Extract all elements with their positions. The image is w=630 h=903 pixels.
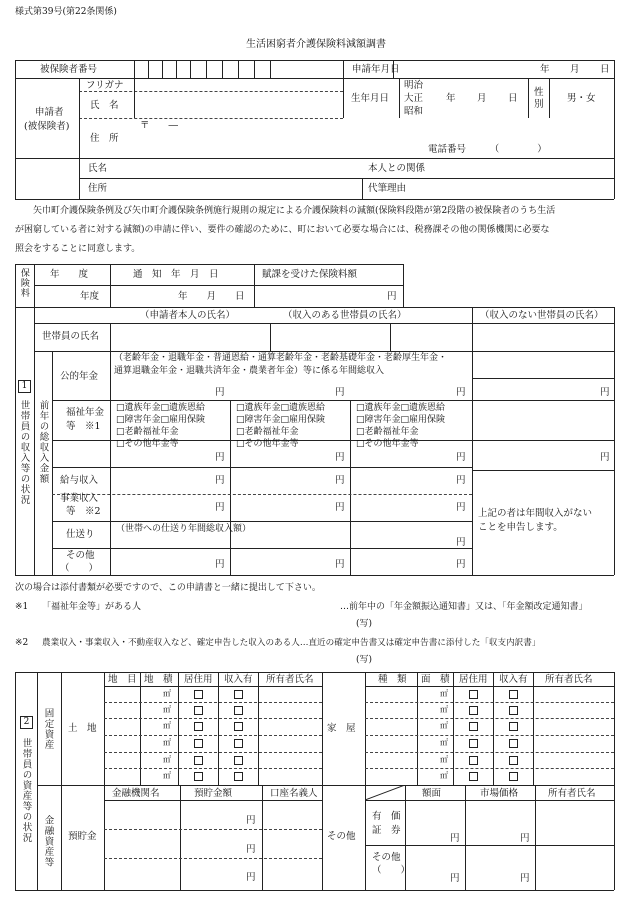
public-pension-note-1: （老齢年金・退職年金・普通恩給・通算老齢年金・老齢基礎年金・老齢厚生年金・ [114,353,448,363]
yen-unit: 円 [335,452,345,463]
sqm-unit: ㎡ [163,771,171,780]
securities-label-1: 有 価 [372,811,401,822]
sqm-unit: ㎡ [440,771,448,780]
income-checkbox[interactable] [509,690,518,699]
no-income-declaration-1: 上記の者は年間収入がない [478,508,593,519]
note-1-text: 「福祉年金等」がある人 [42,602,142,612]
yen-unit: 円 [456,559,466,570]
yen-unit: 円 [215,475,225,486]
page-title: 生活困窮者介護保険料減額調書 [246,39,386,50]
consent-line-3: 照会をすることに同意します。 [15,244,141,254]
financial-assets-label: 金融資産等 [42,815,54,868]
income-checkbox[interactable] [234,739,243,748]
birth-year-unit: 年 [446,93,456,104]
welfare-option: □遺族年金□遺族恩給 [236,403,326,413]
sqm-unit: ㎡ [163,689,171,698]
representative-name-label: 氏名 [88,163,108,174]
welfare-option: □その他年金等 [236,439,299,449]
birth-day-unit: 日 [508,93,518,104]
residential-checkbox[interactable] [469,772,478,781]
assets-section-number: 2 [20,716,33,729]
yen-unit: 円 [456,475,466,486]
house-col-area: 面 積 [421,674,450,685]
bank-col-amount: 預貯金額 [194,788,233,799]
yen-unit: 円 [456,387,466,398]
yen-unit: 円 [246,844,256,855]
yen-unit: 円 [335,475,345,486]
premium-side-label: 保険料 [18,268,29,298]
yen-unit: 円 [456,452,466,463]
sqm-unit: ㎡ [163,721,171,730]
sqm-unit: ㎡ [163,705,171,714]
era-meiji: 明治 [404,80,424,91]
welfare-option: □遺族年金□遺族恩給 [356,403,446,413]
land-col-owner: 所有者氏名 [266,674,314,685]
gender-options: 男・女 [567,93,596,104]
residential-checkbox[interactable] [194,706,203,715]
yen-unit: 円 [450,873,460,884]
other-assets-label: その他 [327,831,356,842]
securities-col-face-value: 額面 [422,788,442,799]
no-income-declaration-2: ことを申告します。 [478,522,563,533]
land-col-category: 地 目 [108,674,137,685]
income-checkbox[interactable] [234,722,243,731]
remittance-note: （世帯への仕送り年間総収入額） [116,524,252,534]
yen-unit: 円 [600,387,610,398]
land-col-area: 地 積 [144,674,173,685]
securities-col-market-price: 市場価格 [480,788,519,799]
sqm-unit: ㎡ [440,689,448,698]
era-showa: 昭和 [404,106,424,117]
member-name-label: 世帯員の氏名 [42,331,100,342]
applicant-label: 申請者 [35,107,64,118]
col-applicant-name: （申請者本人の氏名） [140,310,236,321]
income-checkbox[interactable] [509,706,518,715]
birth-month-unit: 月 [477,93,487,104]
income-checkbox[interactable] [234,706,243,715]
securities-col-owner: 所有者氏名 [548,788,596,799]
income-checkbox[interactable] [509,756,518,765]
consent-line-2: が困窮している者に対する減額)の申請に伴い、要件の確認のために、町において必要な場合には、税務課その他の関係機関に必要な [15,225,550,235]
residential-checkbox[interactable] [469,739,478,748]
yen-unit: 円 [246,872,256,883]
house-col-owner: 所有者氏名 [545,674,593,685]
yen-unit: 円 [215,452,225,463]
apply-date-label: 申請年月日 [352,64,400,75]
sqm-unit: ㎡ [163,755,171,764]
sqm-unit: ㎡ [440,705,448,714]
note-1-document: …前年中の「年金額振込通知書」又は、「年金額改定通知書」 [340,602,588,612]
yen-unit: 円 [215,387,225,398]
fiscal-year-unit: 年度 [80,291,100,302]
name-label: 氏 名 [90,100,119,111]
business-income-label-1: 事業収入 [60,493,99,504]
residential-checkbox[interactable] [194,772,203,781]
welfare-pension-label-1: 福祉年金 [66,407,105,418]
house-col-residential: 居住用 [459,674,488,685]
col-earner-name: （収入のある世帯員の氏名） [283,310,407,321]
yen-unit: 円 [456,502,466,513]
fixed-assets-label: 固定資産 [42,708,54,750]
levied-premium-label: 賦課を受けた保険料額 [262,269,358,280]
residential-checkbox[interactable] [469,690,478,699]
apply-day-unit: 日 [600,64,610,75]
welfare-option: □障害年金□雇用保険 [356,415,446,425]
yen-unit: 円 [600,452,610,463]
note-1-mark: ※1 [15,602,29,612]
yen-unit: 円 [450,833,460,844]
land-label: 土 地 [68,723,97,734]
other-income-label-2: （ ） [60,563,99,574]
sqm-unit: ㎡ [163,738,171,747]
income-section-number: 1 [18,380,31,393]
savings-label: 預貯金 [68,831,97,842]
insured-number-label: 被保険者番号 [40,64,98,75]
consent-line-1: 矢巾町介護保険条例及び矢巾町介護保険条例施行規則の規定による介護保険料の減額(保険料段階が第2段階の被保険者のうち生活 [33,206,556,216]
yen-unit: 円 [335,502,345,513]
notice-date-units: 年 月 日 [178,291,245,302]
residential-checkbox[interactable] [194,722,203,731]
welfare-option: □遺族年金□遺族恩給 [116,403,206,413]
public-pension-note-2: 通算退職金年金・退職共済年金・農業者年金）等に係る年間総収入 [114,366,385,376]
welfare-option: □その他年金等 [356,439,419,449]
house-label: 家 屋 [327,723,356,734]
sqm-unit: ㎡ [440,738,448,747]
welfare-pension-label-2: 等 ※1 [66,421,101,432]
premium-yen-unit: 円 [387,291,397,302]
other-income-label-1: その他 [66,550,95,561]
remittance-label: 仕送り [66,529,95,540]
residential-checkbox[interactable] [194,756,203,765]
total-income-label: 前年の総収入金額 [37,400,49,484]
yen-unit: 円 [246,815,256,826]
residential-checkbox[interactable] [469,722,478,731]
salary-income-label: 給与収入 [60,475,99,486]
note-2-mark: ※2 [15,638,29,648]
residential-checkbox[interactable] [194,739,203,748]
land-col-residential: 居住用 [184,674,213,685]
sqm-unit: ㎡ [440,755,448,764]
welfare-option: □老齢福祉年金 [116,427,179,437]
securities-label-2: 証 券 [372,825,401,836]
income-checkbox[interactable] [234,772,243,781]
yen-unit: 円 [215,559,225,570]
residential-checkbox[interactable] [469,706,478,715]
era-taisho: 大正 [404,93,424,104]
house-col-income: 収入有 [499,674,528,685]
welfare-option: □その他年金等 [116,439,179,449]
attachment-intro: 次の場合は添付書類が必要ですので、この申請書と一緒に提出して下さい。 [15,583,321,593]
applicant-sub-label: (被保険者) [24,121,70,132]
gender-label: 性別 [534,87,544,110]
other-item-label-2: （ ） [372,865,411,876]
yen-unit: 円 [520,833,530,844]
income-section-label: 世帯員の収入等の状況 [18,400,30,505]
assets-section-label: 世帯員の資産等の状況 [20,738,32,843]
postal-code-mark: 〒 ― [140,120,179,131]
other-item-label-1: その他 [372,852,401,863]
address-label: 住 所 [90,133,119,144]
welfare-option: □障害年金□雇用保険 [236,415,326,425]
public-pension-label: 公的年金 [60,371,99,382]
income-checkbox[interactable] [234,756,243,765]
bank-col-name: 金融機関名 [112,788,160,799]
yen-unit: 円 [335,387,345,398]
fiscal-year-label: 年 度 [50,269,89,280]
income-checkbox[interactable] [234,690,243,699]
sqm-unit: ㎡ [440,721,448,730]
furigana-label: フリガナ [86,80,124,91]
yen-unit: 円 [215,502,225,513]
diagonal-line [365,785,405,800]
form-number: 様式第39号(第22条関係) [15,7,117,17]
apply-month-unit: 月 [570,64,580,75]
yen-unit: 円 [335,559,345,570]
proxy-reason-label: 代筆理由 [368,183,407,194]
income-checkbox[interactable] [509,772,518,781]
land-col-income: 収入有 [224,674,253,685]
residential-checkbox[interactable] [194,690,203,699]
welfare-option: □障害年金□雇用保険 [116,415,206,425]
notice-date-label: 通 知 年 月 日 [133,269,219,280]
yen-unit: 円 [456,537,466,548]
phone-label: 電話番号 （ ） [428,144,547,155]
note-2-copy: (写) [356,655,373,665]
welfare-option: □老齢福祉年金 [356,427,419,437]
house-col-type: 種 類 [378,674,407,685]
birthdate-label: 生年月日 [351,93,390,104]
business-income-label-2: 等 ※2 [66,506,101,517]
yen-unit: 円 [520,873,530,884]
income-checkbox[interactable] [509,739,518,748]
apply-year-unit: 年 [540,64,550,75]
welfare-option: □老齢福祉年金 [236,427,299,437]
representative-address-label: 住所 [88,183,108,194]
note-2-text: 農業収入・事業収入・不動産収入など、確定申告した収入のある人…直近の確定申告書又は確定申告書に添付した「収支内訳書」 [42,638,541,648]
residential-checkbox[interactable] [469,756,478,765]
note-1-copy: (写) [356,619,373,629]
relation-label: 本人との関係 [368,163,426,174]
income-checkbox[interactable] [509,722,518,731]
bank-col-holder: 口座名義人 [270,788,318,799]
col-noincome-name: （収入のない世帯員の氏名） [480,310,604,321]
